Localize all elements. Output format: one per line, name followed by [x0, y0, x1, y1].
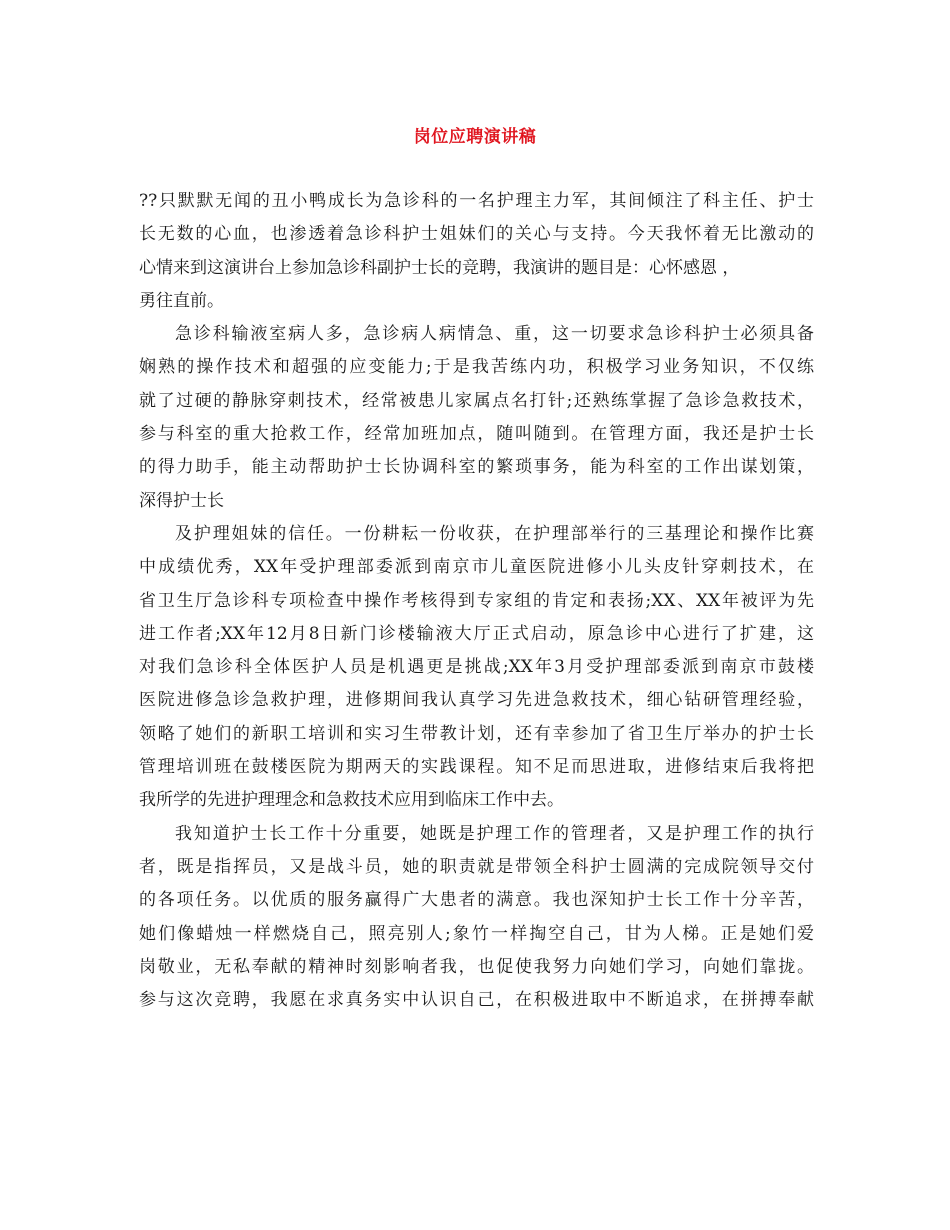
text-line: 的各项任务。以优质的服务赢得广大患者的满意。我也深知护士长工作十分辛苦， — [139, 890, 814, 911]
text-line: 对我们急诊科全体医护人员是机遇更是挑战;XX年3月受护理部委派到南京市鼓楼 — [139, 657, 814, 678]
text-line: 深得护士长 — [139, 490, 224, 511]
text-line: 的得力助手，能主动帮助护士长协调科室的繁琐事务，能为科室的工作出谋划策， — [139, 457, 814, 478]
document-title: 岗位应聘演讲稿 — [413, 127, 537, 147]
text-line: 者，既是指挥员，又是战斗员，她的职责就是带领全科护士圆满的完成院领导交付 — [139, 856, 814, 877]
text-line: 我知道护士长工作十分重要，她既是护理工作的管理者，又是护理工作的执行 — [175, 823, 814, 844]
text-line: 省卫生厅急诊科专项检查中操作考核得到专家组的肯定和表扬;XX、XX年被评为先 — [139, 590, 814, 611]
text-line: 参与科室的重大抢救工作，经常加班加点，随叫随到。在管理方面，我还是护士长 — [139, 424, 814, 445]
text-line: 及护理姐妹的信任。一份耕耘一份收获，在护理部举行的三基理论和操作比赛 — [175, 523, 814, 544]
text-line: 我所学的先进护理理念和急救技术应用到临床工作中去。 — [139, 790, 564, 811]
text-line: 中成绩优秀，XX年受护理部委派到南京市儿童医院进修小儿头皮针穿刺技术，在 — [139, 557, 814, 578]
text-line: 勇往直前。 — [139, 290, 224, 311]
text-line: 急诊科输液室病人多，急诊病人病情急、重，这一切要求急诊科护士必须具备 — [175, 324, 814, 345]
text-line: ??只默默无闻的丑小鸭成长为急诊科的一名护理主力军，其间倾注了科主任、护士 — [139, 191, 814, 211]
text-line: 进工作者;XX年12月8日新门诊楼输液大厅正式启动，原急诊中心进行了扩建，这 — [139, 623, 814, 644]
text-line: 心情来到这演讲台上参加急诊科副护士长的竞聘，我演讲的题目是：心怀感恩 ， — [139, 257, 740, 278]
text-line: 参与这次竞聘，我愿在求真务实中认识自己，在积极进取中不断追求，在拼搏奉献 — [139, 990, 814, 1011]
document-body — [139, 185, 814, 1017]
text-line: 长无数的心血，也渗透着急诊科护士姐妹们的关心与支持。今天我怀着无比激动的 — [139, 224, 814, 245]
text-line: 医院进修急诊急救护理，进修期间我认真学习先进急救技术，细心钻研管理经验， — [139, 690, 814, 711]
text-line: 娴熟的操作技术和超强的应变能力;于是我苦练内功，积极学习业务知识，不仅练 — [139, 357, 814, 378]
text-line: 管理培训班在鼓楼医院为期两天的实践课程。知不足而思进取，进修结束后我将把 — [139, 757, 814, 778]
text-line: 领略了她们的新职工培训和实习生带教计划，还有幸参加了省卫生厅举办的护士长 — [139, 723, 814, 744]
text-line: 岗敬业，无私奉献的精神时刻影响者我，也促使我努力向她们学习，向她们靠拢。 — [139, 956, 814, 977]
text-line: 就了过硬的静脉穿刺技术，经常被患儿家属点名打针;还熟练掌握了急诊急救技术， — [139, 390, 814, 411]
text-line: 她们像蜡烛一样燃烧自己，照亮别人;象竹一样掏空自己，甘为人梯。正是她们爱 — [139, 923, 814, 944]
